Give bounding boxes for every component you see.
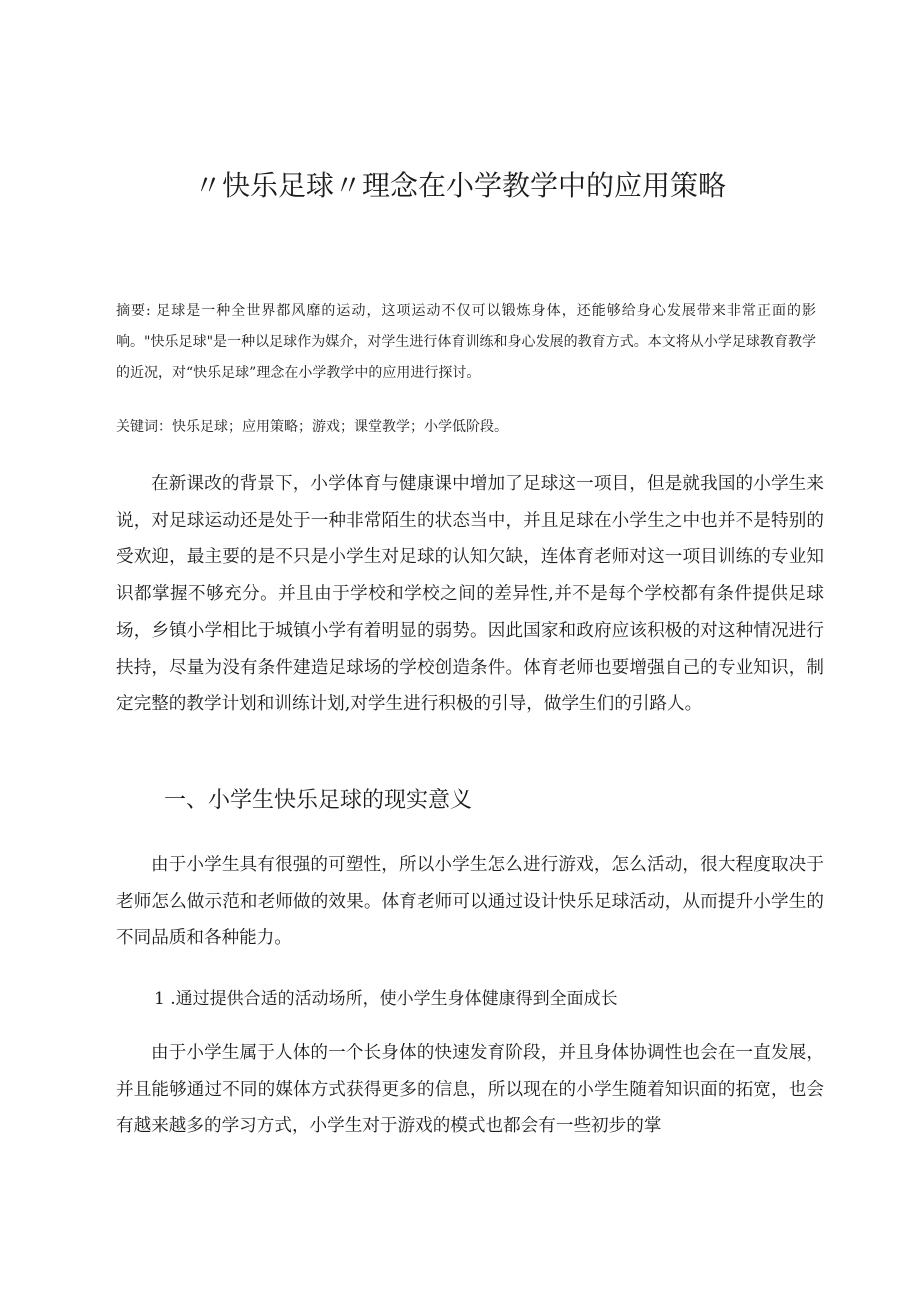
- abstract: 摘要: 足球是一种全世界都风靡的运动，这项运动不仅可以锻炼身体，还能够给身心发展带来非常正面的影响。"快乐足球"是一种以足球作为媒介，对学生进行体育训练和身心发展的教育方式。本文将从小学足球教育教学的近况，对“快乐足球”理念在小学教学中的应用进行探讨。: [116, 303, 816, 381]
- document-title: 〃快乐足球〃理念在小学教学中的应用策略: [193, 169, 726, 202]
- keywords: 关键词：快乐足球；应用策略；游戏；课堂教学；小学低阶段。: [116, 419, 508, 435]
- section-paragraph: 由于小学生具有很强的可塑性，所以小学生怎么进行游戏，怎么活动，很大程度取决于老师怎么做示范和老师做的效果。体育老师可以通过设计快乐足球活动，从而提升小学生的不同品质和各种能力。: [116, 855, 824, 949]
- section-heading: 一、小学生快乐足球的现实意义: [164, 788, 473, 813]
- subsection-paragraph: 由于小学生属于人体的一个长身体的快速发育阶段，并且身体协调性也会在一直发展，并且能够通过不同的媒体方式获得更多的信息，所以现在的小学生随着知识面的拓宽，也会有越来越多的学习方式，小学生对于游戏的模式也都会有一些初步的掌: [116, 1043, 824, 1137]
- intro-paragraph: 在新课改的背景下，小学体育与健康课中增加了足球这一项目，但是就我国的小学生来说，对足球运动还是处于一种非常陌生的状态当中，并且足球在小学生之中也并不是特别的受欢迎，最主要的是不只是小学生对足球的认知欠缺，连体育老师对这一项目训练的专业知识都掌握不够充分。并且由于学校和学校之间的差异性,并不是每个学校都有条件提供足球场，乡镇小学相比于城镇小学有着明显的弱势。因此国家和政府应该积极的对这种情况进行扶持，尽量为没有条件建造足球场的学校创造条件。体育老师也要增强自己的专业知识，制定完整的教学计划和训练计划,对学生进行积极的引导，做学生们的引路人。: [116, 474, 824, 715]
- subsection-heading: 1 .通过提供合适的活动场所，使小学生身体健康得到全面成长: [154, 989, 618, 1009]
